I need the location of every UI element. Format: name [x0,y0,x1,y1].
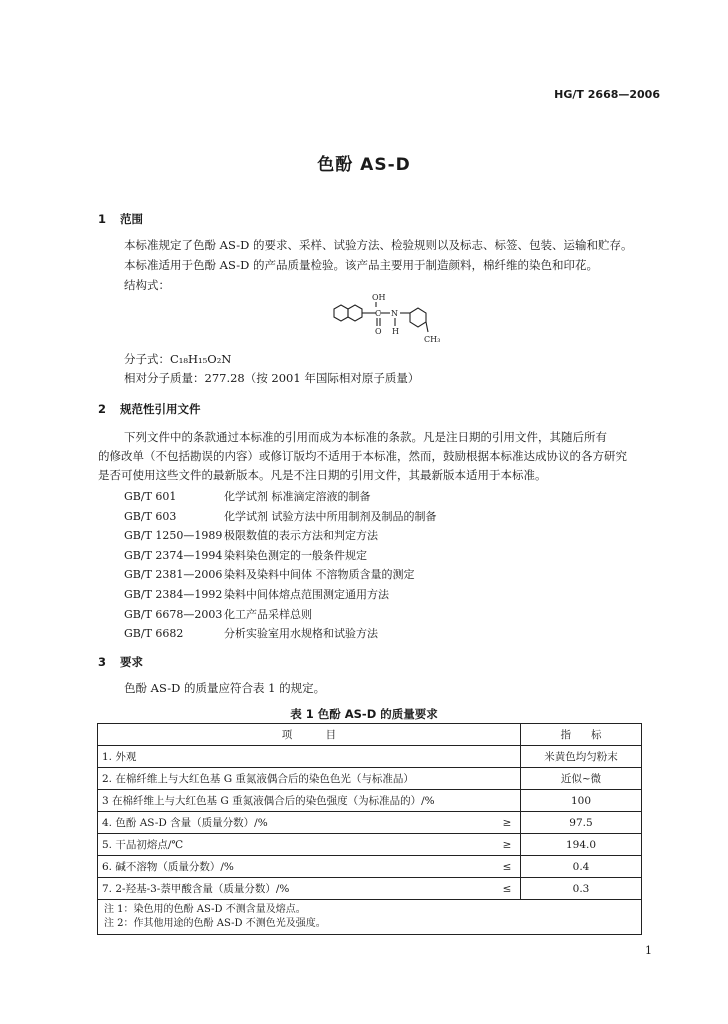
normative-paragraph-line-1: 下列文件中的条款通过本标准的引用而成为本标准的条款。凡是注日期的引用文件，其随后所有 [124,430,607,444]
section-title: 规范性引用文件 [120,402,201,416]
hydroxyl-label: OH [372,293,386,302]
row-value: 近似~微 [521,768,642,790]
section-2-heading [98,401,201,417]
reference-code: GB/T 6682 [124,627,184,641]
reference-code: GB/T 6678—2003 [124,607,223,621]
row-symbol: ≥ [494,834,521,856]
row-symbol: ≤ [494,856,521,878]
table-row [98,790,642,812]
document-title: 色酚 AS-D [317,155,411,175]
table-row [98,812,642,834]
reference-title: 化学试剂 试验方法中所用制剂及制品的制备 [224,509,437,523]
reference-item [124,585,437,605]
table-row [98,878,642,900]
row-item: 4. 色酚 AS-D 含量（质量分数）/% [98,812,495,834]
reference-code: GB/T 2384—1992 [124,587,223,601]
reference-item [124,605,437,625]
toluidine-ring [410,308,426,327]
reference-code: GB/T 1250—1989 [124,529,223,543]
table-row [98,746,642,768]
naphthalene-ring-right [348,305,362,321]
row-value: 97.5 [521,812,642,834]
molecular-mass: 相对分子质量：277.28（按 2001 年国际相对原子质量） [124,371,420,385]
row-value: 194.0 [521,834,642,856]
table-note: 注 1：染色用的色酚 AS-D 不测含量及熔点。 [104,904,306,915]
row-item: 7. 2-羟基-3-萘甲酸含量（质量分数）/% [98,878,495,900]
reference-item [124,565,437,585]
reference-title: 染料中间体熔点范围测定通用方法 [224,587,389,601]
section-title: 要求 [120,655,143,669]
naphthalene-ring-left [334,305,348,321]
reference-title: 极限数值的表示方法和判定方法 [224,529,378,543]
row-item: 1. 外观 [98,746,495,768]
requirements-paragraph: 色酚 AS-D 的质量应符合表 1 的规定。 [124,681,326,695]
oxygen-label: O [375,327,382,336]
section-number: 3 [98,655,107,669]
reference-code: GB/T 2381—2006 [124,568,223,582]
reference-code: GB/T 601 [124,490,177,503]
reference-item [124,526,437,546]
row-value: 米黄色均匀粉末 [521,746,642,768]
reference-item [124,507,437,527]
carbon-label: C [375,309,382,318]
standard-code: HG/T 2668—2006 [554,88,660,101]
methyl-label: CH₃ [424,335,441,344]
reference-item [124,624,437,644]
table-row [98,856,642,878]
table-note: 注 2：作其他用途的色酚 AS-D 不测色光及强度。 [104,918,326,929]
section-3-heading [98,654,143,670]
reference-code: GB/T 603 [124,509,177,523]
scope-paragraph-1: 本标准规定了色酚 AS-D 的要求、采样、试验方法、检验规则以及标志、标签、包装、运输和贮存。 [124,238,633,252]
reference-code: GB/T 2374—1994 [124,548,223,562]
table-notes-row [98,900,642,935]
row-symbol [494,746,521,768]
row-symbol [494,768,521,790]
row-symbol [494,790,521,812]
structural-formula-diagram [324,290,444,352]
table-notes [98,900,642,935]
row-item: 2. 在棉纤维上与大红色基 G 重氮液偶合后的染色色光（与标准品） [98,768,495,790]
quality-requirements-table [97,723,642,935]
reference-title: 化工产品采样总则 [224,607,312,621]
row-symbol: ≥ [494,812,521,834]
reference-title: 化学试剂 标准滴定溶液的制备 [224,490,371,503]
reference-item [124,546,437,566]
structure-label: 结构式： [124,278,170,292]
reference-title: 染料染色测定的一般条件规定 [224,548,367,562]
nitrogen-label: N [391,309,398,318]
reference-title: 分析实验室用水规格和试验方法 [224,627,378,641]
section-title: 范围 [120,212,143,226]
table-caption: 表 1 色酚 AS-D 的质量要求 [290,707,438,721]
scope-paragraph-2: 本标准适用于色酚 AS-D 的产品质量检验。该产品主要用于制造颜料，棉纤维的染色和印花。 [124,258,599,272]
normative-paragraph-line-3: 是否可使用这些文件的最新版本。凡是不注日期的引用文件，其最新版本适用于本标准。 [98,468,547,482]
reference-item [124,487,437,507]
row-symbol: ≤ [494,878,521,900]
header-item: 项 目 [98,724,521,746]
row-item: 5. 干品初熔点/℃ [98,834,495,856]
row-value: 100 [521,790,642,812]
molecular-formula: 分子式：C₁₈H₁₅O₂N [124,352,232,366]
row-item: 3 在棉纤维上与大红色基 G 重氮液偶合后的染色强度（为标准品的）/% [98,790,495,812]
table-header-row [98,724,642,746]
section-1-heading [98,211,143,227]
table-row [98,768,642,790]
section-number: 2 [98,402,107,416]
reference-title: 染料及染料中间体 不溶物质含量的测定 [224,568,415,582]
normative-paragraph-line-2: 的修改单（不包括勘误的内容）或修订版均不适用于本标准，然而，鼓励根据本标准达成协议的各方研究 [98,449,627,463]
section-number: 1 [98,212,107,226]
table-row [98,834,642,856]
page-number: 1 [645,944,652,957]
row-item: 6. 碱不溶物（质量分数）/% [98,856,495,878]
reference-list [124,487,437,644]
row-value: 0.3 [521,878,642,900]
row-value: 0.4 [521,856,642,878]
hydrogen-label: H [392,327,399,336]
header-value: 指 标 [521,724,642,746]
